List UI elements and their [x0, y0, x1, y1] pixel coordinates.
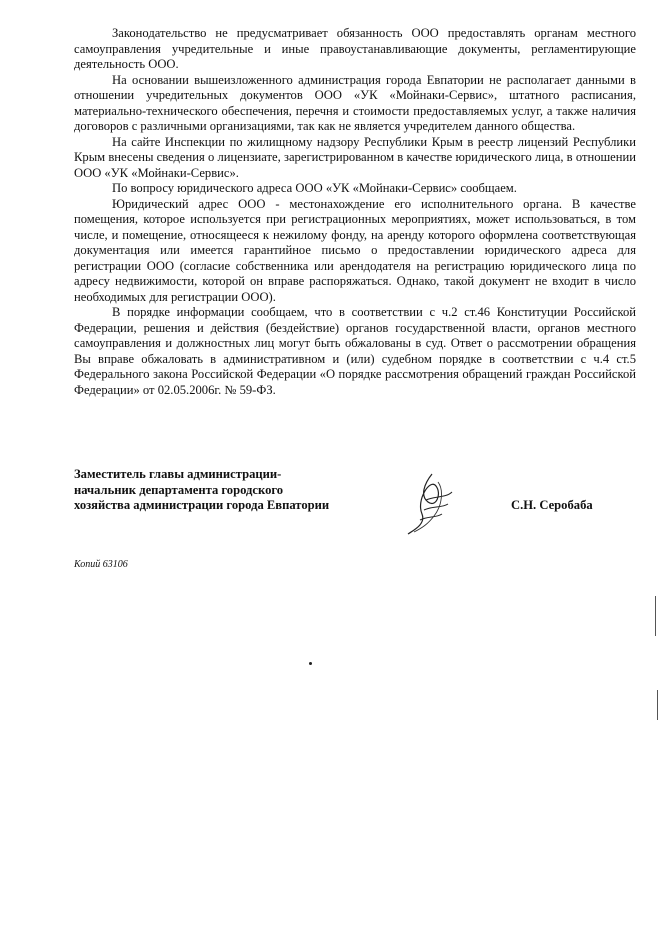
scan-edge-mark [655, 596, 656, 636]
paragraph-legal-address-details: Юридический адрес ООО - местонахождение его исполнительного органа. В качестве помещения, которое используется при регистрационных мероприятиях, может использоваться, в том числе, и помещение, относящееся к нежилому фонду, на аренду которого оформлена соответствующая документация или имеется гарантийное письмо о предоставлении юридического адреса для регистрации ООО (согласие собственника или арендодателя на регистрацию юридического лица по адресу недвижимости, которой он вправе распоряжаться. Однако, такой документ не входит в число необходимых для регистрации ООО). [74, 196, 636, 304]
copy-mark: Копий 63106 [74, 559, 128, 570]
signatory-title-line: Заместитель главы администрации- [74, 467, 282, 481]
letter-body [74, 26, 636, 398]
paragraph-license-registry: На сайте Инспекции по жилищному надзору Республики Крым в реестр лицензий Республики Крым внесены сведения о лицензиате, зарегистрированном в качестве юридического лица, в отношении ООО «УК «Мойнаки-Сервис». [74, 134, 636, 180]
paragraph-legislation: Законодательство не предусматривает обязанность ООО предоставлять органам местного самоуправления учредительные и иные правоустанавливающие документы, регламентирующие деятельность ООО. [74, 26, 636, 71]
scan-edge-mark [657, 690, 658, 720]
signatory-name: С.Н. Серобаба [511, 498, 593, 512]
handwritten-signature [402, 470, 462, 538]
paragraph-legal-address-intro: По вопросу юридического адреса ООО «УК «Мойнаки-Сервис» сообщаем. [112, 181, 517, 195]
signatory-title-line: хозяйства администрации города Евпатории [74, 498, 330, 512]
paragraph-appeal-rights: В порядке информации сообщаем, что в соответствии с ч.2 ст.46 Конституции Российской Федерации, решения и действия (бездействие) органов государственной власти, органов местного самоуправления и должностных лиц могут быть обжалованы в суд. Ответ о рассмотрении обращения Вы вправе обжаловать в административном и (или) судебном порядке в соответствии с ч.4 ст.5 Федерального закона Российской Федерации «О порядке рассмотрения обращений граждан Российской Федерации» от 02.05.2006г. № 59-ФЗ. [74, 305, 636, 397]
signatory-title-line: начальник департамента городского [74, 482, 284, 497]
paragraph-administration-no-data: На основании вышеизложенного администрация города Евпатории не располагает данными в отношении учредительных документов ООО «УК «Мойнаки-Сервис», штатного расписания, материально-технического обеспечения, перечня и стоимости предоставляемых услуг, а также наличия договоров с различными организациями, так как не является учредителем данного общества. [74, 72, 636, 133]
scan-speck [309, 662, 312, 665]
signatory-title [74, 467, 374, 514]
